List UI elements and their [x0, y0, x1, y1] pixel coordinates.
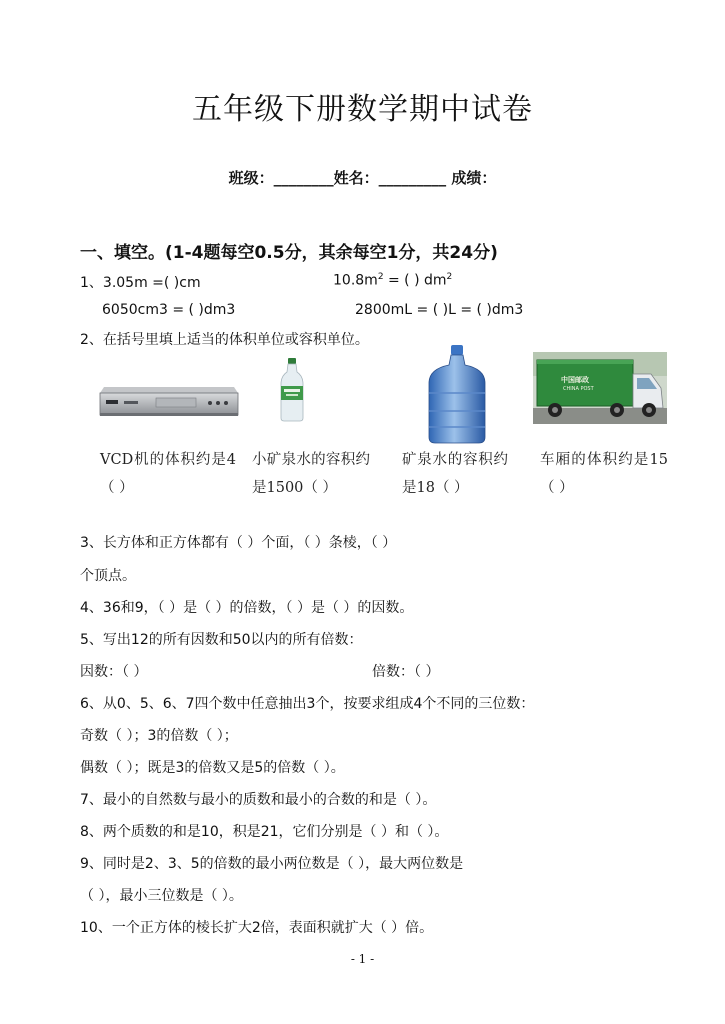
q6-line3: 偶数（ ）；既是3的倍数又是5的倍数（ ）。	[80, 760, 345, 776]
q1-line1-b	[333, 272, 452, 289]
truck-label-en: CHINA POST	[563, 386, 594, 392]
section-heading: 一、填空。(1-4题每空0.5分，其余每空1分，共24分)	[80, 243, 498, 263]
q2-text: 2、在括号里填上适当的体积单位或容积单位。	[80, 332, 369, 348]
q5-factors: 因数：（ ）	[80, 664, 148, 680]
caption-water-jug: 矿泉水的容积约是18（ ）	[402, 452, 508, 496]
q1-line2-a: 6050cm3 = ( )dm3	[102, 302, 236, 318]
vcd-player-image	[98, 383, 240, 419]
water-bottle-image	[278, 358, 306, 422]
q1-area-value: 10.8m	[333, 272, 378, 289]
page-title: 五年级下册数学期中试卷	[192, 92, 533, 127]
q1-sup-1: 2	[377, 272, 384, 282]
q1-sup-2: 2	[446, 272, 453, 282]
q5-text: 5、写出12的所有因数和50以内的所有倍数：	[80, 632, 363, 648]
q6-text: 6、从0、5、6、7四个数中任意抽出3个，按要求组成4个不同的三位数：	[80, 696, 535, 712]
q3-line2: 个顶点。	[80, 568, 136, 584]
q1-line2-b: 2800mL = ( )L = ( )dm3	[355, 302, 524, 318]
q1-line1-a: 1、3.05m =( )cm	[80, 275, 201, 291]
postal-truck-image	[533, 352, 667, 424]
q10: 10、一个正方体的棱长扩大2倍，表面积就扩大（ ）倍。	[80, 920, 434, 936]
q1-area-blank: = ( ) dm	[383, 272, 447, 289]
q8: 8、两个质数的和是10，积是21，它们分别是（ ）和（ ）。	[80, 824, 449, 840]
page-number: - 1 -	[350, 952, 375, 966]
caption-vcd: VCD机的体积约是4（ ）	[100, 452, 236, 496]
q7: 7、最小的自然数与最小的质数和最小的合数的和是（ ）。	[80, 792, 437, 808]
caption-small-bottle: 小矿泉水的容积约是1500（ ）	[252, 452, 370, 496]
q5-multiples: 倍数：（ ）	[372, 664, 440, 680]
caption-truck: 车厢的体积约是15（ ）	[540, 452, 668, 496]
header-info-fields: 班级：________姓名：_________ 成绩：	[228, 169, 497, 187]
q9-line1: 9、同时是2、3、5的倍数的最小两位数是（ ），最大两位数是	[80, 856, 464, 872]
q6-line2: 奇数（ ）；3的倍数（ ）；	[80, 728, 238, 744]
truck-label-cn: 中国邮政	[561, 376, 589, 384]
q4: 4、36和9，（ ）是（ ）的倍数，（ ）是（ ）的因数。	[80, 600, 414, 616]
water-jug-image	[425, 345, 489, 445]
q9-line2: （ ），最小三位数是（ ）。	[80, 888, 243, 904]
q3-line1: 3、长方体和正方体都有（ ）个面，（ ）条棱，（ ）	[80, 535, 397, 551]
